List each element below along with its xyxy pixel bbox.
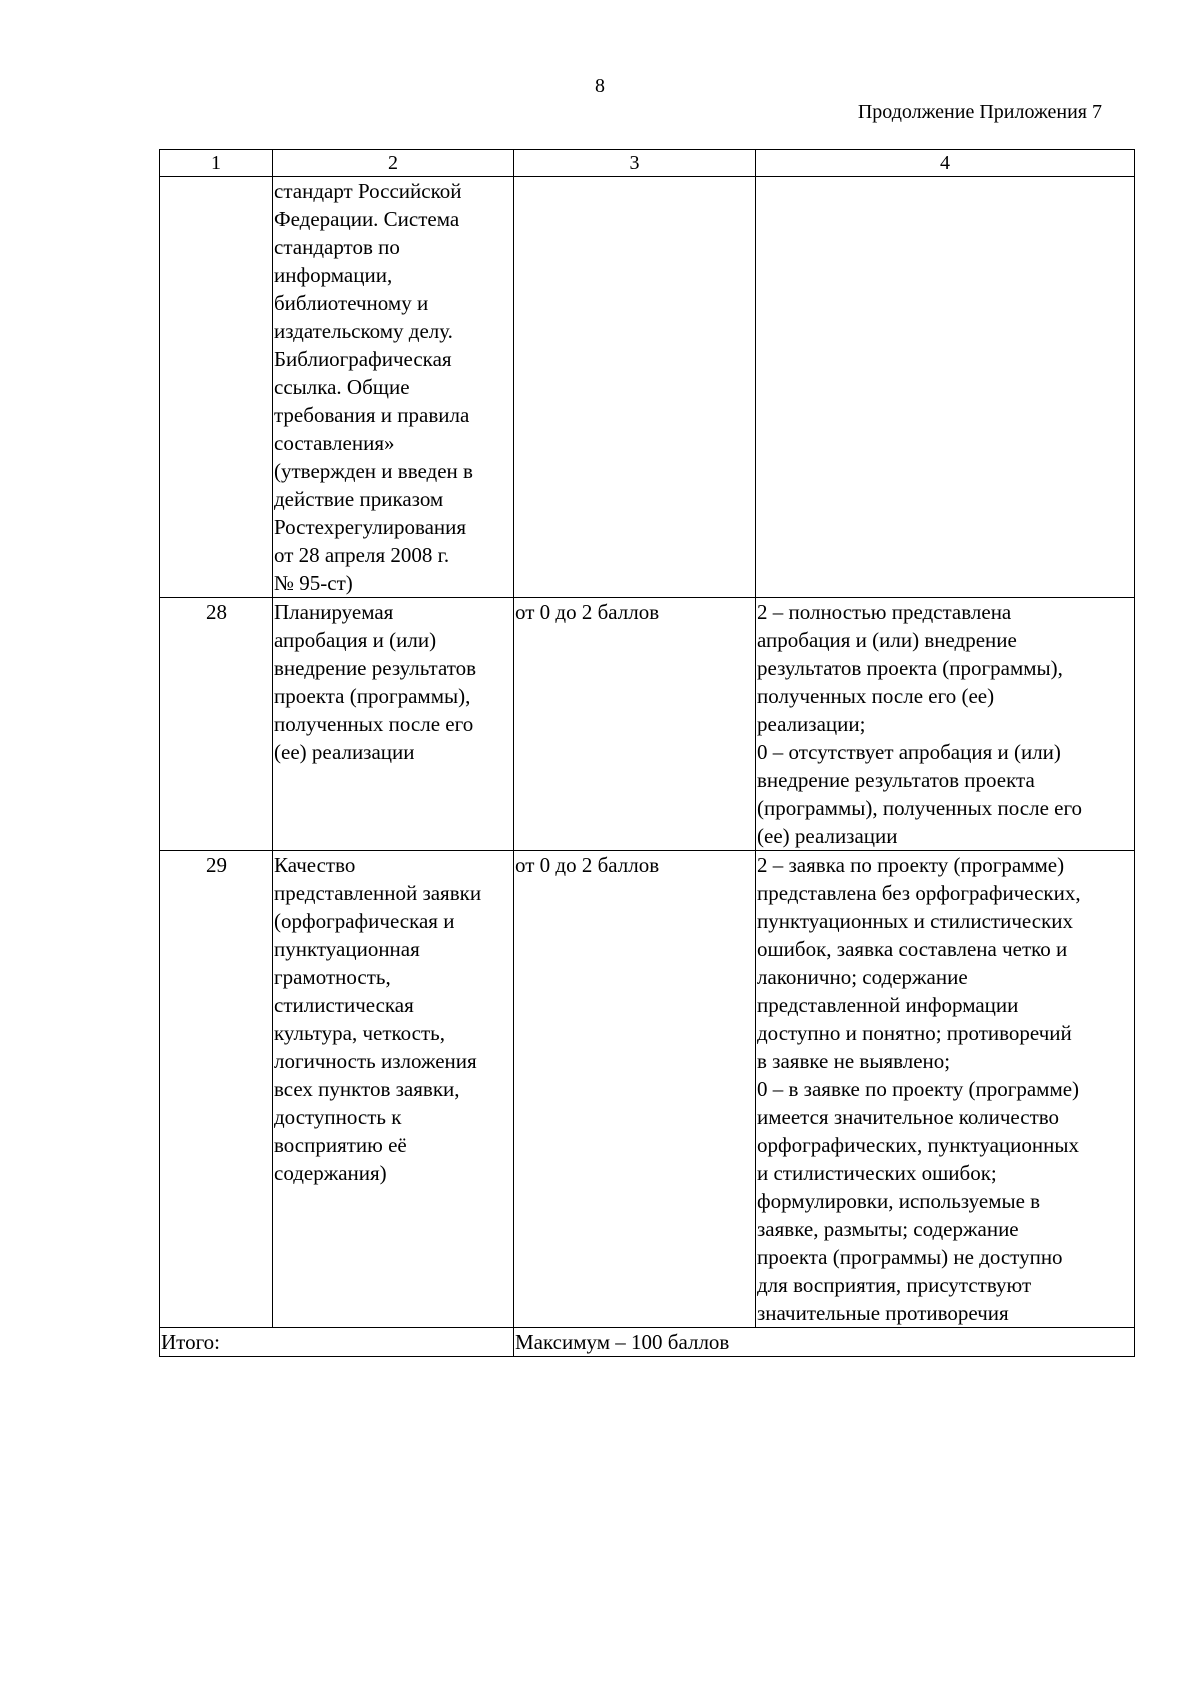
table-row	[160, 851, 1135, 1328]
score-cell: от 0 до 2 баллов	[514, 598, 756, 851]
column-header: 1	[160, 150, 273, 177]
table-row	[160, 177, 1135, 598]
row-number: 29	[160, 851, 273, 1328]
column-header: 4	[756, 150, 1135, 177]
total-value: Максимум – 100 баллов	[514, 1328, 1135, 1357]
score-cell: от 0 до 2 баллов	[514, 851, 756, 1328]
continuation-note: Продолжение Приложения 7	[857, 101, 1102, 123]
score-cell	[514, 177, 756, 598]
total-label: Итого:	[160, 1328, 514, 1357]
description-cell: 2 – полностью представлена апробация и (или) внедрение результатов проекта (программы), полученных после его (ее) реализации; 0 – отсутствует апробация и (или) внедрение результатов проекта (программы), полученных после его (ее) реализации	[756, 598, 1135, 851]
criterion-cell: стандарт Российской Федерации. Система стандартов по информации, библиотечному и издательскому делу. Библиографическая ссылка. Общие требования и правила составления» (утвержден и введен в действие приказом Ростехрегулирования от 28 апреля 2008 г. № 95-ст)	[273, 177, 514, 598]
column-header: 2	[273, 150, 514, 177]
criterion-cell: Качество представленной заявки (орфографическая и пунктуационная грамотность, стилистическая культура, четкость, логичность изложения всех пунктов заявки, доступность к восприятию её содержания)	[273, 851, 514, 1328]
criteria-table	[159, 149, 1135, 1357]
column-header: 3	[514, 150, 756, 177]
row-number	[160, 177, 273, 598]
criterion-cell: Планируемая апробация и (или) внедрение результатов проекта (программы), полученных после его (ее) реализации	[273, 598, 514, 851]
table-row	[160, 598, 1135, 851]
row-number: 28	[160, 598, 273, 851]
table-header-row	[160, 150, 1135, 177]
description-cell: 2 – заявка по проекту (программе) представлена без орфографических, пунктуационных и стилистических ошибок, заявка составлена четко и лаконично; содержание представленной информации доступно и понятно; противоречий в заявке не выявлено; 0 – в заявке по проекту (программе) имеется значительное количество орфографических, пунктуационных и стилистических ошибок; формулировки, используемые в заявке, размыты; содержание проекта (программы) не доступно для восприятия, присутствуют значительные противоречия	[756, 851, 1135, 1328]
page-number: 8	[595, 75, 605, 97]
total-row	[160, 1328, 1135, 1357]
description-cell	[756, 177, 1135, 598]
